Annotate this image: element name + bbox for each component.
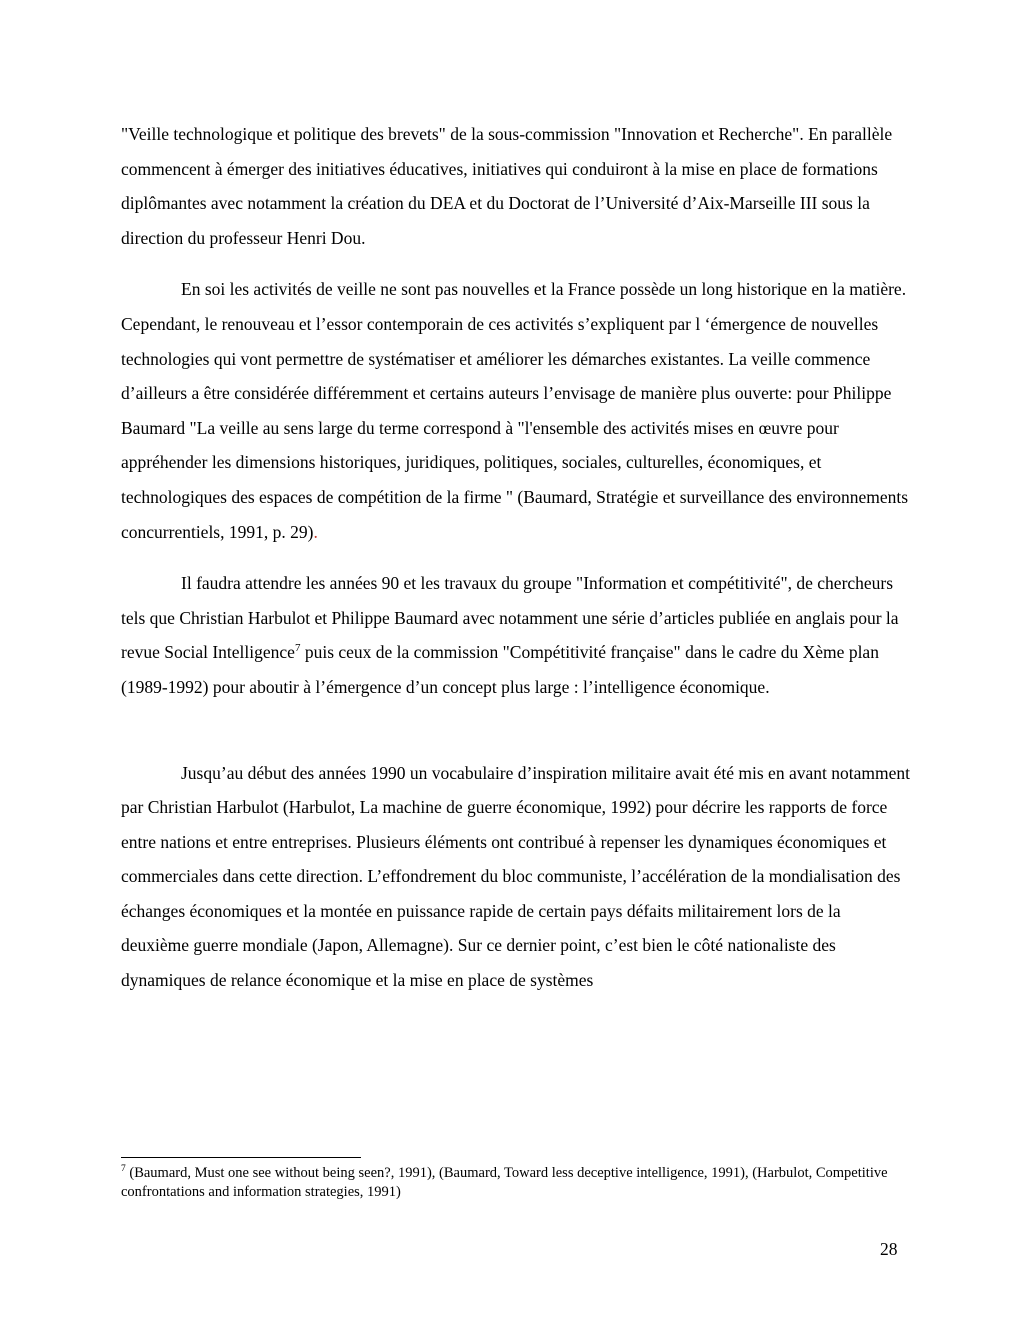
paragraph-4: [121, 756, 911, 998]
paragraph-2-text: En soi les activités de veille ne sont pas nouvelles et la France possède un long historique en la matière. Cependant, le renouveau et l’essor contemporain de ces activités s’expliquent par l ‘émergence de nouvelles technologies qui vont permettre de systématiser et améliorer les démarches existantes. La veille commence d’ailleurs a être considérée différemment et certains auteurs l’envisage de manière plus ouverte: pour Philippe Baumard "La veille au sens large du terme correspond à "l'ensemble des activités mises en œuvre pour appréhender les dimensions historiques, juridiques, politiques, sociales, culturelles, économiques, et technologiques des espaces de compétition de la firme " (Baumard, Stratégie et surveillance des environnements concurrentiels, 1991, p. 29): [121, 279, 909, 542]
footnote-separator: [121, 1157, 361, 1158]
paragraph-2: [121, 272, 911, 549]
footnote-text: (Baumard, Must one see without being seen?, 1991), (Baumard, Toward less deceptive intelligence, 1991), (Harbulot, Competitive confrontations and information strategies, 1991): [121, 1165, 888, 1200]
paragraph-1: [121, 117, 911, 255]
body-text: [121, 117, 911, 1015]
footnote-7: [121, 1164, 911, 1202]
paragraph-3: [121, 566, 911, 704]
paragraph-3-text-after: puis ceux de la commission "Compétitivité française" dans le cadre du Xème plan (1989-1992) pour aboutir à l’émergence d’un concept plus large : l’intelligence économique.: [121, 642, 879, 697]
footnote-reference-7[interactable]: 7: [294, 642, 301, 655]
paragraph-3-text-before: Il faudra attendre les années 90 et les travaux du groupe "Information et compétitivité", de chercheurs tels que Christian Harbulot et Philippe Baumard avec notamment une série d’articles publiée en anglais pour la revue Social Intelligence: [121, 573, 899, 663]
page-number: 28: [880, 1239, 898, 1259]
paragraph-2-end-dot: .: [313, 521, 318, 542]
footnote-marker: 7: [121, 1164, 126, 1175]
paragraph-1-text: "Veille technologique et politique des brevets" de la sous-commission "Innovation et Recherche". En parallèle commencent à émerger des initiatives éducatives, initiatives qui conduiront à la mise en place de formations diplômantes avec notamment la création du DEA et du Doctorat de l’Université d’Aix-Marseille III sous la direction du professeur Henri Dou.: [121, 124, 893, 248]
paragraph-4-text: Jusqu’au début des années 1990 un vocabulaire d’inspiration militaire avait été mis en avant notamment par Christian Harbulot (Harbulot, La machine de guerre économique, 1992) pour décrire les rapports de force entre nations et entre entreprises. Plusieurs éléments ont contribué à repenser les dynamiques économiques et commerciales dans cette direction. L’effondrement du bloc communiste, l’accélération de la mondialisation des échanges économiques et la montée en puissance rapide de certain pays défaits militairement lors de la deuxième guerre mondiale (Japon, Allemagne). Sur ce dernier point, c’est bien le côté nationaliste des dynamiques de relance économique et la mise en place de systèmes: [121, 762, 910, 991]
